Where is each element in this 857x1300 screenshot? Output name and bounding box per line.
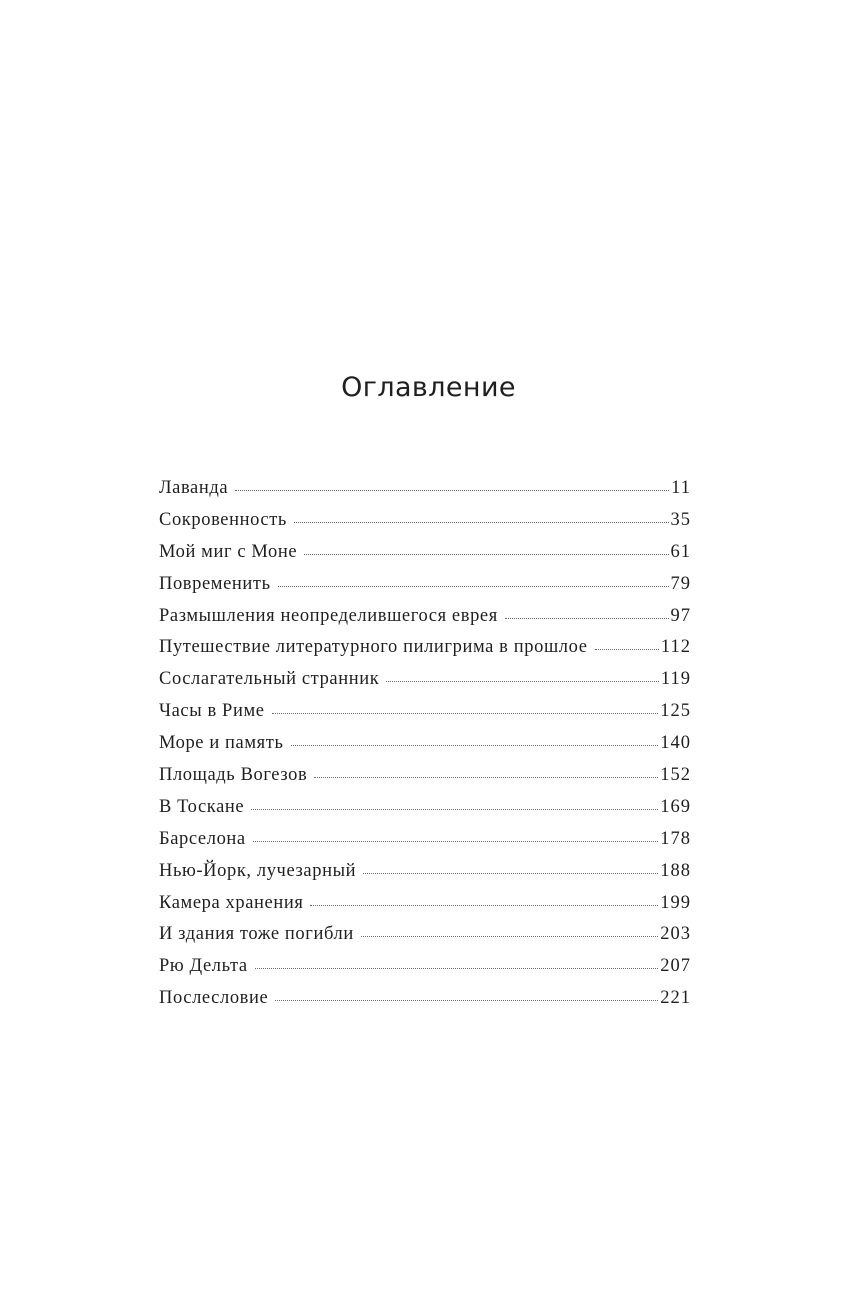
table-of-contents	[159, 476, 691, 1018]
dot-leader	[363, 873, 658, 874]
page-title: Оглавление	[341, 372, 516, 403]
toc-entry-page: 35	[670, 509, 691, 530]
toc-entry[interactable]	[159, 572, 691, 604]
toc-entry-title: Рю Дельта	[159, 956, 248, 977]
dot-leader	[310, 905, 658, 906]
toc-entry-title: В Тоскане	[159, 796, 245, 817]
toc-entry-page: 125	[660, 701, 691, 722]
toc-entry-title: Площадь Вогезов	[159, 765, 308, 786]
toc-entry-page: 97	[670, 605, 691, 626]
toc-entry-title: Сослагательный странник	[159, 669, 380, 690]
toc-entry-title: Послесловие	[159, 988, 269, 1009]
toc-entry-title: Камера хранения	[159, 892, 304, 913]
toc-entry-title: Часы в Риме	[159, 701, 265, 722]
toc-entry[interactable]	[159, 891, 691, 923]
toc-entry-page: 199	[660, 892, 691, 913]
dot-leader	[272, 713, 659, 714]
toc-entry-title: Мой миг с Моне	[159, 541, 298, 562]
toc-entry-page: 178	[660, 828, 691, 849]
toc-entry-page: 140	[660, 733, 691, 754]
dot-leader	[386, 681, 659, 682]
dot-leader	[275, 1000, 658, 1001]
dot-leader	[235, 490, 669, 491]
toc-entry-page: 188	[660, 860, 691, 881]
toc-entry-page: 112	[660, 637, 691, 658]
dot-leader	[304, 554, 668, 555]
toc-entry-title: Повременить	[159, 573, 271, 594]
toc-entry[interactable]	[159, 667, 691, 699]
dot-leader	[251, 809, 658, 810]
dot-leader	[361, 936, 658, 937]
toc-entry[interactable]	[159, 922, 691, 954]
toc-entry[interactable]	[159, 795, 691, 827]
dot-leader	[314, 777, 658, 778]
toc-entry[interactable]	[159, 954, 691, 986]
toc-entry-title: Барселона	[159, 828, 246, 849]
toc-entry-page: 207	[660, 956, 691, 977]
dot-leader	[291, 745, 659, 746]
toc-entry-page: 203	[660, 924, 691, 945]
toc-entry-page: 79	[670, 573, 691, 594]
toc-entry[interactable]	[159, 508, 691, 540]
toc-entry[interactable]	[159, 476, 691, 508]
toc-entry-title: Нью-Йорк, лучезарный	[159, 860, 357, 881]
toc-entry[interactable]	[159, 763, 691, 795]
toc-entry-page: 152	[660, 765, 691, 786]
dot-leader	[253, 841, 659, 842]
toc-entry[interactable]	[159, 540, 691, 572]
dot-leader	[595, 649, 659, 650]
toc-entry[interactable]	[159, 604, 691, 636]
toc-entry[interactable]	[159, 699, 691, 731]
dot-leader	[294, 522, 669, 523]
toc-entry-title: Путешествие литературного пилигрима в прошлое	[159, 637, 588, 658]
dot-leader	[255, 968, 659, 969]
dot-leader	[505, 618, 669, 619]
toc-entry-page: 169	[660, 796, 691, 817]
toc-entry[interactable]	[159, 731, 691, 763]
toc-entry-title: Море и память	[159, 733, 284, 754]
toc-entry-title: Сокровенность	[159, 509, 287, 530]
dot-leader	[278, 586, 669, 587]
toc-entry[interactable]	[159, 827, 691, 859]
toc-entry-title: Лаванда	[159, 478, 229, 498]
toc-entry-title: Размышления неопределившегося еврея	[159, 605, 498, 626]
toc-entry-page: 221	[660, 988, 691, 1009]
toc-entry-page: 11	[671, 478, 691, 498]
toc-entry-page: 119	[660, 669, 691, 690]
toc-entry[interactable]	[159, 986, 691, 1018]
toc-entry-title: И здания тоже погибли	[159, 924, 354, 945]
toc-entry[interactable]	[159, 635, 691, 667]
toc-entry-page: 61	[670, 541, 691, 562]
toc-entry[interactable]	[159, 859, 691, 891]
